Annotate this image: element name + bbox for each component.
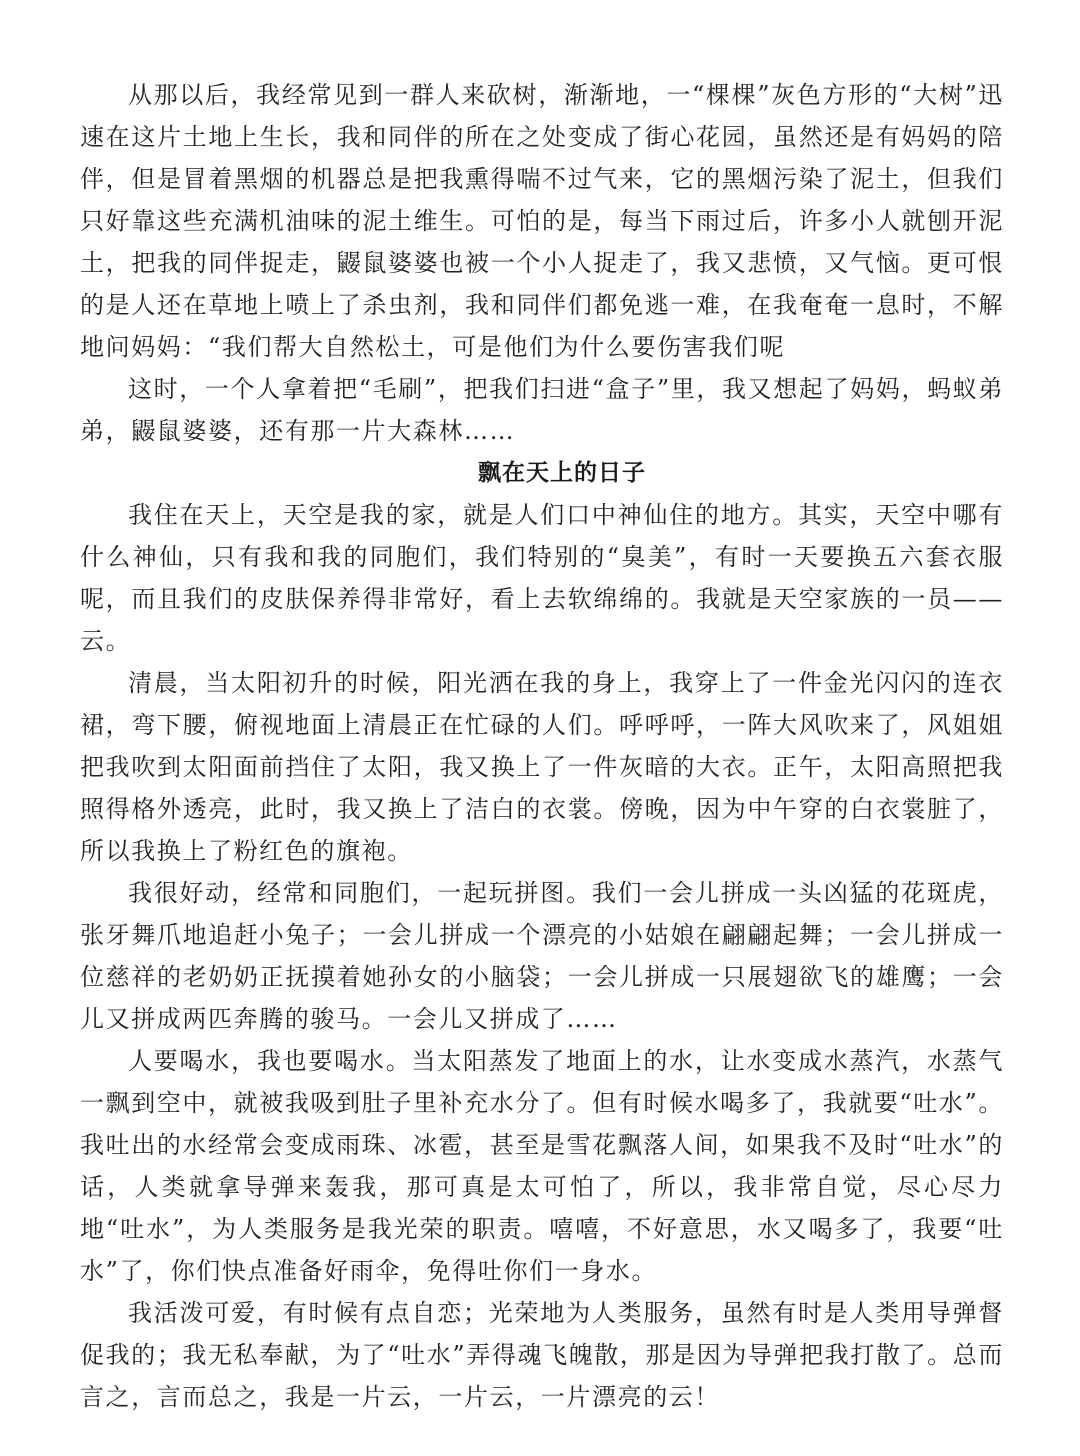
story1-paragraph-1: 从那以后，我经常见到一群人来砍树，渐渐地，一“棵棵”灰色方形的“大树”迅速在这片土地上生长，我和同伴的所在之处变成了街心花园，虽然还是有妈妈的陪伴，但是冒着黑烟的机器总是把我熏得喘不过气来，它的黑烟污染了泥土，但我们只好靠这些充满机油味的泥土维生。可怕的是，每当下雨过后，许多小人就刨开泥土，把我的同伴捉走，鼹鼠婆婆也被一个小人捉走了，我又悲愤，又气恼。更可恨的是人还在草地上喷上了杀虫剂，我和同伴们都免逃一难，在我奄奄一息时，不解地问妈妈：“我们帮大自然松土，可是他们为什么要伤害我们呢 — [80, 81, 1004, 361]
story2-paragraph-4: 人要喝水，我也要喝水。当太阳蒸发了地面上的水，让水变成水蒸汽，水蒸气一飘到空中，就被我吸到肚子里补充水分了。但有时候水喝多了，我就要“吐水”。我吐出的水经常会变成雨珠、冰雹，甚至是雪花飘落人间，如果我不及时“吐水”的话，人类就拿导弹来轰我，那可真是太可怕了，所以，我非常自觉，尽心尽力地“吐水”，为人类服务是我光荣的职责。嘻嘻，不好意思，水又喝多了，我要“吐水”了，你们快点准备好雨伞，免得吐你们一身水。 — [80, 1047, 1004, 1285]
story2-paragraph-3: 我很好动，经常和同胞们，一起玩拼图。我们一会儿拼成一头凶猛的花斑虎，张牙舞爪地追赶小兔子；一会儿拼成一个漂亮的小姑娘在翩翩起舞；一会儿拼成一位慈祥的老奶奶正抚摸着她孙女的小脑袋；一会儿拼成一只展翅欲飞的雄鹰；一会儿又拼成两匹奔腾的骏马。一会儿又拼成了…… — [80, 879, 1004, 1033]
story2-paragraph-2: 清晨，当太阳初升的时候，阳光洒在我的身上，我穿上了一件金光闪闪的连衣裙，弯下腰，俯视地面上清晨正在忙碌的人们。呼呼呼，一阵大风吹来了，风姐姐把我吹到太阳面前挡住了太阳，我又换上了一件灰暗的大衣。正午，太阳高照把我照得格外透亮，此时，我又换上了洁白的衣裳。傍晚，因为中午穿的白衣裳脏了，所以我换上了粉红色的旗袍。 — [80, 669, 1004, 865]
story2-paragraph-1: 我住在天上，天空是我的家，就是人们口中神仙住的地方。其实，天空中哪有什么神仙，只有我和我的同胞们，我们特别的“臭美”，有时一天要换五六套衣服呢，而且我们的皮肤保养得非常好，看上去软绵绵的。我就是天空家族的一员——云。 — [80, 501, 1004, 655]
story2-paragraph-5: 我活泼可爱，有时候有点自恋；光荣地为人类服务，虽然有时是人类用导弹督促我的；我无私奉献，为了“吐水”弄得魂飞魄散，那是因为导弹把我打散了。总而言之，言而总之，我是一片云，一片云，一片漂亮的云！ — [80, 1299, 1004, 1411]
document-page — [80, 74, 1004, 1418]
story2-title: 飘在天上的日子 — [478, 459, 646, 486]
story1-paragraph-2: 这时，一个人拿着把“毛刷”，把我们扫进“盒子”里，我又想起了妈妈，蚂蚁弟弟，鼹鼠婆婆，还有那一片大森林…… — [80, 375, 1004, 445]
